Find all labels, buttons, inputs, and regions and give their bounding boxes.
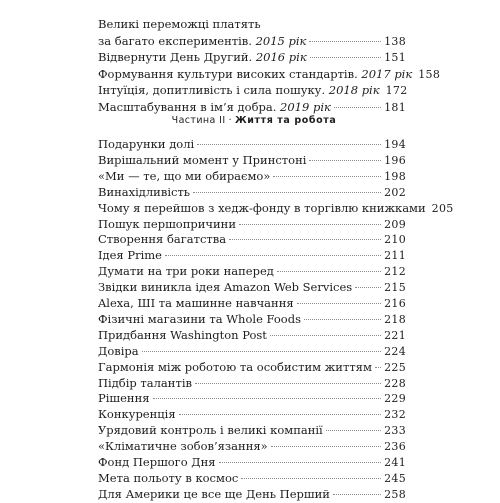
toc-entry-title (98, 454, 216, 470)
dot-leader (241, 478, 381, 479)
toc-entry-title (98, 136, 194, 152)
toc-entry-page: 232 (384, 408, 406, 422)
toc-entry-title (98, 375, 192, 391)
toc-entry-page: 212 (384, 265, 406, 279)
toc-entry-title-text: Чому я перейшов з хедж-фонду в торгівлю книжками (98, 200, 426, 215)
toc-entry-title-text: Винахідливість (98, 184, 191, 199)
toc-entry-title-text: Alexa, ШІ та машинне навчання (98, 296, 294, 310)
toc-entry-year: 2018 рік (328, 83, 380, 98)
toc-entry-page: 229 (384, 392, 406, 406)
dot-leader (219, 462, 382, 463)
toc-entry-title-text: Великі переможці платять (98, 17, 261, 31)
toc-entry-title (98, 311, 301, 327)
toc-entry-year: 2017 рік (361, 66, 413, 81)
toc-entry-title-text: Масштабування в ім’я добра. (98, 100, 281, 114)
toc-entry-page: 221 (384, 328, 406, 342)
toc-entry-page: 210 (384, 233, 406, 247)
dot-leader (165, 255, 381, 256)
toc-entry-title-text: Гармонія між роботою та особистим життям (98, 359, 372, 374)
toc-entry (98, 343, 406, 359)
toc-entry-title (98, 168, 270, 184)
toc-entry-page: 245 (384, 471, 406, 485)
dot-leader (273, 176, 381, 177)
dot-leader (309, 160, 381, 161)
dot-leader (297, 303, 381, 304)
toc-entry-title-text: Відвернути День Другий. (98, 50, 256, 65)
toc-entry-year: 2015 рік (255, 33, 307, 48)
toc-entry-page: 236 (384, 440, 406, 454)
toc-entry (98, 359, 406, 375)
toc-entry (98, 486, 406, 502)
toc-entry-title-text: Рішення (98, 391, 150, 406)
toc-entry (98, 247, 406, 263)
toc-entry-page: 205 (431, 201, 454, 215)
toc-entry-page: 216 (384, 297, 406, 310)
toc-entry-page: 215 (384, 281, 406, 295)
toc-entry-page: 202 (384, 185, 406, 199)
dot-leader (334, 107, 381, 108)
toc-entry (98, 438, 406, 454)
toc-entry-title (98, 33, 306, 49)
toc-entry (98, 82, 406, 98)
toc-entry (98, 184, 406, 200)
toc-entry-title (98, 99, 331, 115)
toc-entry-title (98, 49, 307, 65)
toc-entry-title-text: Урядовий контроль і великі компанії (98, 423, 323, 438)
toc-entry-year: 2019 рік (280, 100, 331, 114)
toc-entry (98, 311, 406, 327)
dot-leader (142, 351, 381, 352)
toc-entry (98, 152, 406, 168)
toc-entry-page: 224 (384, 344, 406, 358)
toc-entry-title-text: Фонд Першого Дня (98, 455, 216, 469)
toc-entry-title-text: Думати на три роки наперед (98, 264, 274, 279)
toc-entry-page: 138 (384, 34, 406, 48)
dot-leader (239, 224, 381, 225)
toc-entry (98, 375, 406, 391)
toc-entry-title-text: Створення багатства (98, 232, 227, 247)
part-label: Частина II (171, 115, 226, 126)
toc-entry-title-text: «Ми — те, що ми обираємо» (98, 168, 271, 183)
toc-entry-title-text: Ідея Prime (98, 248, 162, 263)
toc-entry-page: 258 (384, 487, 406, 501)
toc-entry-title-text: Пошук першопричини (98, 216, 236, 231)
toc-entry-title-text: Звідки виникла ідея Amazon Web Services (98, 280, 353, 295)
toc-entry-page: 196 (384, 153, 406, 167)
toc-entry (98, 390, 406, 406)
dot-leader (195, 383, 381, 384)
toc-entry (98, 49, 406, 65)
toc-entry-page: 241 (384, 456, 406, 469)
toc-entry-title-text: Формування культури високих стандартів. (98, 66, 362, 81)
toc-entry-title (98, 200, 426, 216)
toc-entry-title (98, 438, 268, 454)
toc-entry-page: 194 (384, 138, 406, 151)
dot-leader (271, 446, 381, 447)
toc-entry-title (98, 406, 176, 422)
dot-leader (197, 144, 381, 145)
dot-leader (333, 494, 381, 495)
toc-entry-title (98, 327, 267, 343)
dot-leader (229, 239, 381, 240)
dot-leader (277, 271, 381, 272)
toc-entry-title (98, 279, 352, 295)
toc-entry (98, 200, 454, 216)
toc-entry-title (98, 216, 236, 232)
toc-entry-title (98, 66, 412, 82)
toc-entry (98, 422, 406, 438)
toc-entry-title (98, 152, 306, 168)
dot-leader (355, 287, 381, 288)
toc-entry-title-text: Вирішальний момент у Принстоні (98, 152, 307, 167)
toc-entry (98, 406, 406, 422)
toc-entry (98, 33, 406, 49)
toc-entry-page: 209 (384, 217, 406, 231)
toc-entry-title (98, 263, 274, 279)
toc-entry-title (98, 359, 372, 375)
toc-entry (98, 454, 406, 470)
toc-entry-page: 172 (385, 84, 408, 98)
toc-entry-title-text: Подарунки долі (98, 137, 195, 151)
dot-leader (193, 192, 381, 193)
dot-leader (310, 57, 381, 58)
dot-leader (153, 398, 382, 399)
toc-entry-title-text: Мета польоту в космос (98, 470, 239, 485)
toc-entry-page: 218 (384, 312, 406, 326)
toc-entry-title (98, 422, 323, 438)
toc-entry-page: 211 (384, 249, 406, 263)
toc-entry (98, 136, 406, 152)
toc-entry (98, 295, 406, 311)
dot-leader (375, 367, 381, 368)
dot-leader (179, 414, 381, 415)
toc-entry-page: 151 (384, 51, 406, 65)
toc-entry-title (98, 16, 261, 32)
toc-entry-page: 158 (418, 67, 441, 81)
toc-entry-title (98, 390, 150, 406)
toc-entry-title-text: Придбання Washington Post (98, 327, 267, 342)
toc-entry-page: 228 (384, 376, 406, 390)
toc-entry (98, 16, 406, 32)
toc-entry (98, 216, 406, 232)
toc-entry-title (98, 470, 238, 486)
toc-entry-page: 233 (384, 424, 406, 438)
part-heading (100, 114, 408, 128)
toc-entry-title (98, 231, 226, 247)
toc-entry-title-text: Інтуїція, допитливість і сила пошуку. (98, 83, 329, 98)
toc-entry (98, 231, 406, 247)
toc-entry-page: 198 (384, 169, 406, 183)
dot-leader (270, 335, 381, 336)
part-title: Життя та робота (235, 115, 337, 126)
toc-entry (98, 470, 406, 486)
toc-entry-title (98, 82, 380, 98)
toc-entry-page: 225 (384, 360, 406, 374)
toc-entry (98, 327, 406, 343)
toc-entry-title (98, 295, 294, 311)
dot-leader (309, 41, 381, 42)
toc-entry-title-text: Для Америки це все ще День Перший (98, 486, 330, 501)
toc-entry (98, 279, 406, 295)
toc-entry-title-text: Конкуренція (98, 407, 176, 422)
dot-leader (326, 430, 381, 431)
toc-entry-page: 181 (384, 101, 406, 114)
toc-entry (98, 263, 406, 279)
toc-entry-year: 2016 рік (255, 50, 307, 65)
toc-entry (98, 168, 406, 184)
toc-entry-title-text: «Кліматичне зобов’язання» (98, 439, 268, 454)
toc-entry (98, 66, 441, 82)
toc-entry (98, 99, 406, 115)
toc-entry-title (98, 247, 162, 263)
toc-entry-title (98, 184, 190, 200)
toc-entry-title-text: Підбір талантів (98, 375, 192, 390)
toc-entry-title-text: Фізичні магазини та Whole Foods (98, 311, 301, 326)
toc-entry-title-text: Довіра (98, 343, 139, 358)
part-separator: · (228, 115, 232, 126)
dot-leader (304, 319, 381, 320)
toc-entry-title-text: за багато експериментів. (98, 33, 256, 48)
toc-entry-title (98, 486, 330, 502)
toc-entry-title (98, 343, 139, 359)
